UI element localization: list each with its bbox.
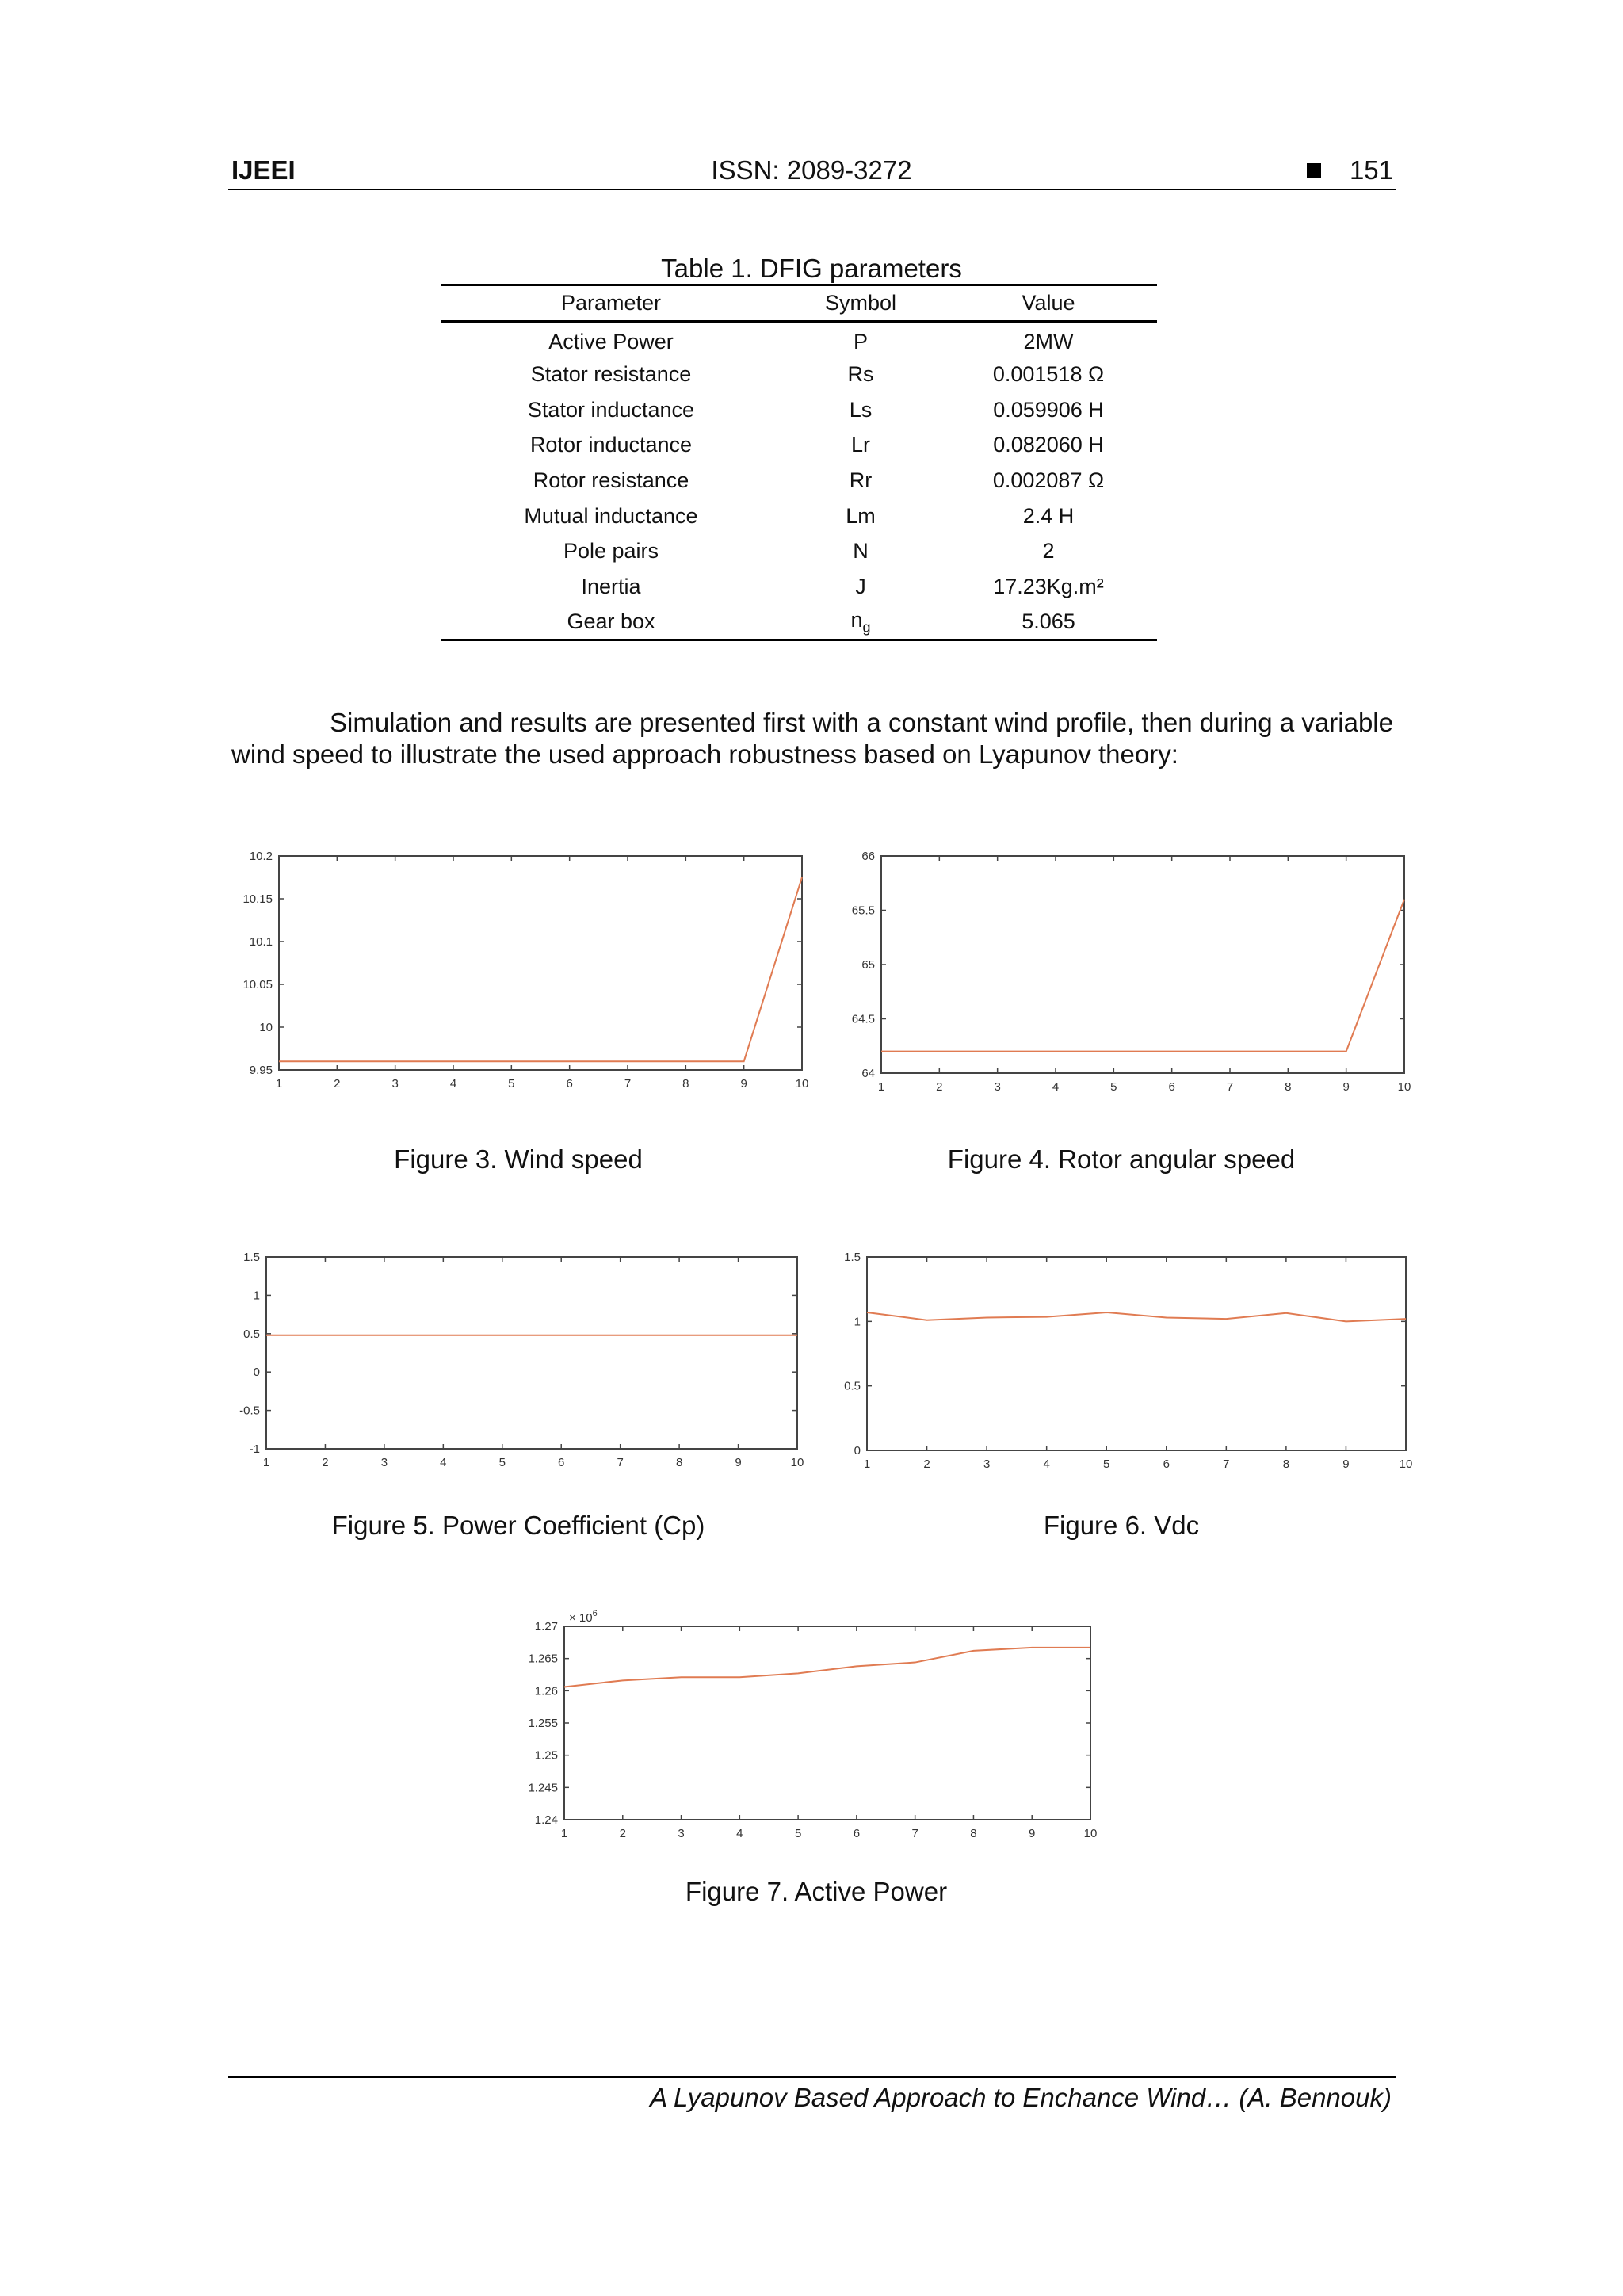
figure-5-chart (235, 1246, 813, 1519)
x-tick-label: 4 (440, 1456, 447, 1469)
column-header: Value (1022, 291, 1075, 315)
figure-3-chart (235, 848, 813, 1106)
y-axis-exponent-power: 6 (592, 1609, 598, 1618)
table-cell: 0.002087 Ω (992, 468, 1105, 493)
y-tick-label: 1.5 (243, 1251, 260, 1264)
x-tick-label: 2 (923, 1457, 930, 1471)
y-tick-label: -1 (249, 1442, 260, 1456)
y-tick-label: 0.5 (844, 1379, 861, 1393)
plot-frame (266, 1257, 797, 1449)
y-tick-label: 1.5 (844, 1251, 861, 1264)
x-tick-label: 10 (1397, 1080, 1411, 1094)
table-cell: 0.082060 H (993, 433, 1104, 457)
x-tick-label: 3 (994, 1080, 1001, 1094)
x-tick-label: 5 (1103, 1457, 1110, 1471)
x-tick-label: 3 (678, 1827, 685, 1840)
table-cell: 2 (1042, 539, 1055, 563)
figure-6-chart (834, 1246, 1412, 1519)
plot-frame (279, 856, 802, 1070)
table-cell: Stator resistance (530, 362, 692, 387)
y-tick-label: 1.26 (534, 1684, 558, 1698)
table-cell: 2.4 H (1022, 503, 1075, 528)
y-tick-label: 1.255 (528, 1717, 558, 1730)
parameters-table (441, 284, 1157, 641)
x-tick-label: 4 (449, 1077, 457, 1091)
footer-rule (228, 2076, 1396, 2078)
y-tick-label: 10.1 (249, 935, 273, 949)
y-tick-label: 1.245 (528, 1781, 558, 1795)
page-number: 151 (1349, 155, 1393, 185)
x-tick-label: 6 (853, 1827, 861, 1840)
vdc-plot (834, 1246, 1412, 1515)
x-tick-label: 5 (1110, 1080, 1117, 1094)
x-tick-label: 3 (983, 1457, 991, 1471)
power-coefficient-plot (235, 1246, 813, 1515)
table-cell: N (853, 539, 869, 563)
y-tick-label: 66 (861, 850, 875, 863)
x-tick-label: 6 (558, 1456, 565, 1469)
x-tick-label: 2 (619, 1827, 626, 1840)
active-power-plot (523, 1603, 1109, 1856)
table-cell: Rotor inductance (529, 433, 693, 457)
table-cell: 5.065 (1022, 609, 1075, 634)
x-tick-label: 8 (970, 1827, 977, 1840)
table-cell: Active Power (548, 330, 674, 354)
table-header-row (441, 285, 1157, 322)
figure-7-chart (523, 1603, 1109, 1860)
y-tick-label: 1.25 (534, 1748, 558, 1763)
x-tick-label: 2 (936, 1080, 943, 1094)
table-caption: Table 1. DFIG parameters (661, 254, 962, 283)
x-tick-label: 1 (863, 1457, 871, 1471)
y-tick-label: 64 (861, 1067, 875, 1080)
y-tick-label: 0.5 (243, 1327, 260, 1341)
y-tick-label: 9.95 (249, 1064, 273, 1077)
table-row (441, 428, 1157, 464)
plot-frame (564, 1626, 1090, 1820)
rotor-angular-speed-plot (834, 848, 1412, 1102)
table-row (441, 534, 1157, 570)
square-bullet-icon (1307, 163, 1321, 178)
x-tick-label: 7 (617, 1456, 624, 1469)
y-tick-label: 1.24 (534, 1813, 558, 1827)
y-tick-label: 10.05 (242, 978, 273, 991)
y-tick-label: 1.27 (534, 1620, 558, 1633)
y-tick-label: 10.2 (249, 850, 273, 863)
x-tick-label: 5 (498, 1456, 506, 1469)
x-tick-label: 10 (1083, 1827, 1098, 1840)
header-rule (228, 189, 1396, 190)
table-cell: J (855, 575, 866, 599)
x-tick-label: 7 (624, 1077, 632, 1091)
table-cell: Mutual inductance (524, 503, 698, 528)
table-row (441, 357, 1157, 392)
y-tick-label: 10.15 (242, 892, 273, 906)
x-tick-label: 8 (682, 1077, 689, 1091)
y-tick-label: 1.265 (528, 1652, 558, 1666)
x-tick-label: 7 (1223, 1457, 1230, 1471)
x-tick-label: 4 (1043, 1457, 1050, 1471)
y-tick-label: -0.5 (239, 1404, 260, 1418)
table-cell: Lr (850, 433, 870, 457)
table-cell: Pole pairs (563, 539, 659, 563)
wind-speed-plot (235, 848, 813, 1102)
x-tick-label: 1 (262, 1456, 270, 1469)
page-number-block (1307, 155, 1393, 185)
x-tick-label: 7 (911, 1827, 918, 1840)
x-tick-label: 5 (794, 1827, 802, 1840)
x-tick-label: 9 (740, 1077, 747, 1091)
running-title: A Lyapunov Based Approach to Enchance Wind… (A. Bennouk) (650, 2083, 1392, 2112)
x-tick-label: 3 (380, 1456, 388, 1469)
table-cell: P (853, 330, 868, 354)
plot-frame (881, 856, 1404, 1073)
table-cell: 17.23Kg.m² (993, 575, 1104, 599)
table-cell: Rr (849, 468, 873, 493)
x-tick-label: 1 (877, 1080, 885, 1094)
table-cell: 0.001518 Ω (992, 362, 1105, 387)
x-tick-label: 9 (1342, 1080, 1350, 1094)
x-tick-label: 9 (1029, 1827, 1036, 1840)
x-tick-label: 2 (334, 1077, 341, 1091)
x-tick-label: 8 (675, 1456, 683, 1469)
table-row (441, 463, 1157, 499)
table-cell: 0.059906 H (993, 397, 1104, 422)
y-tick-label: 65.5 (851, 904, 875, 918)
table-cell: 2MW (1023, 330, 1074, 354)
table-row (441, 322, 1157, 357)
gear-symbol-base: n (850, 607, 863, 632)
figure-6-caption: Figure 6. Vdc (1043, 1511, 1200, 1540)
x-tick-label: 2 (322, 1456, 329, 1469)
x-tick-label: 8 (1282, 1457, 1290, 1471)
table-row (441, 392, 1157, 428)
issn: ISSN: 2089-3272 (711, 155, 912, 185)
x-tick-label: 7 (1226, 1080, 1234, 1094)
x-tick-label: 6 (1168, 1080, 1175, 1094)
x-tick-label: 5 (508, 1077, 515, 1091)
body-paragraph: Simulation and results are presented first with a constant wind profile, then during a variable wind speed to illustrate the used approach robustness based on Lyapunov theory: (231, 708, 1393, 769)
y-tick-label: 1 (253, 1289, 260, 1303)
figure-7-caption: Figure 7. Active Power (685, 1877, 948, 1906)
table-cell: Lm (846, 503, 876, 528)
x-tick-label: 6 (566, 1077, 573, 1091)
table-cell: Inertia (581, 575, 641, 599)
plot-frame (867, 1257, 1406, 1450)
x-tick-label: 8 (1285, 1080, 1292, 1094)
y-tick-label: 10 (259, 1021, 273, 1034)
figure-4-chart (834, 848, 1412, 1106)
table-cell: Rs (847, 362, 874, 387)
journal-name: IJEEI (231, 155, 296, 185)
x-tick-label: 10 (1399, 1457, 1413, 1471)
y-tick-label: 0 (253, 1366, 260, 1380)
table-row (441, 569, 1157, 605)
y-tick-label: 65 (861, 958, 875, 972)
table-row (441, 499, 1157, 534)
table-cell: Ls (849, 397, 873, 422)
table-cell: Stator inductance (527, 397, 695, 422)
figure-3-caption: Figure 3. Wind speed (394, 1144, 643, 1174)
table-row (441, 605, 1157, 640)
figure-5-caption: Figure 5. Power Coefficient (Cp) (331, 1511, 705, 1540)
x-tick-label: 1 (560, 1827, 568, 1840)
column-header: Parameter (560, 291, 662, 315)
x-tick-label: 6 (1163, 1457, 1170, 1471)
table-cell: Gear box (567, 609, 655, 634)
x-tick-label: 4 (1052, 1080, 1060, 1094)
x-tick-label: 1 (275, 1077, 283, 1091)
y-tick-label: 1 (854, 1315, 861, 1329)
y-axis-exponent: × $10^6$ (569, 1609, 598, 1625)
y-tick-label: 0 (854, 1444, 861, 1457)
column-header: Symbol (824, 291, 897, 315)
x-tick-label: 10 (795, 1077, 809, 1091)
figure-4-caption: Figure 4. Rotor angular speed (947, 1144, 1296, 1174)
x-tick-label: 4 (736, 1827, 743, 1840)
x-tick-label: 9 (1342, 1457, 1350, 1471)
x-tick-label: 10 (790, 1456, 804, 1469)
gear-symbol-subscript: g (862, 619, 871, 636)
x-tick-label: 9 (735, 1456, 742, 1469)
table-cell: Rotor resistance (533, 468, 689, 493)
table-cell-gear-symbol (781, 605, 940, 640)
x-tick-label: 3 (391, 1077, 399, 1091)
y-tick-label: 64.5 (851, 1012, 875, 1026)
